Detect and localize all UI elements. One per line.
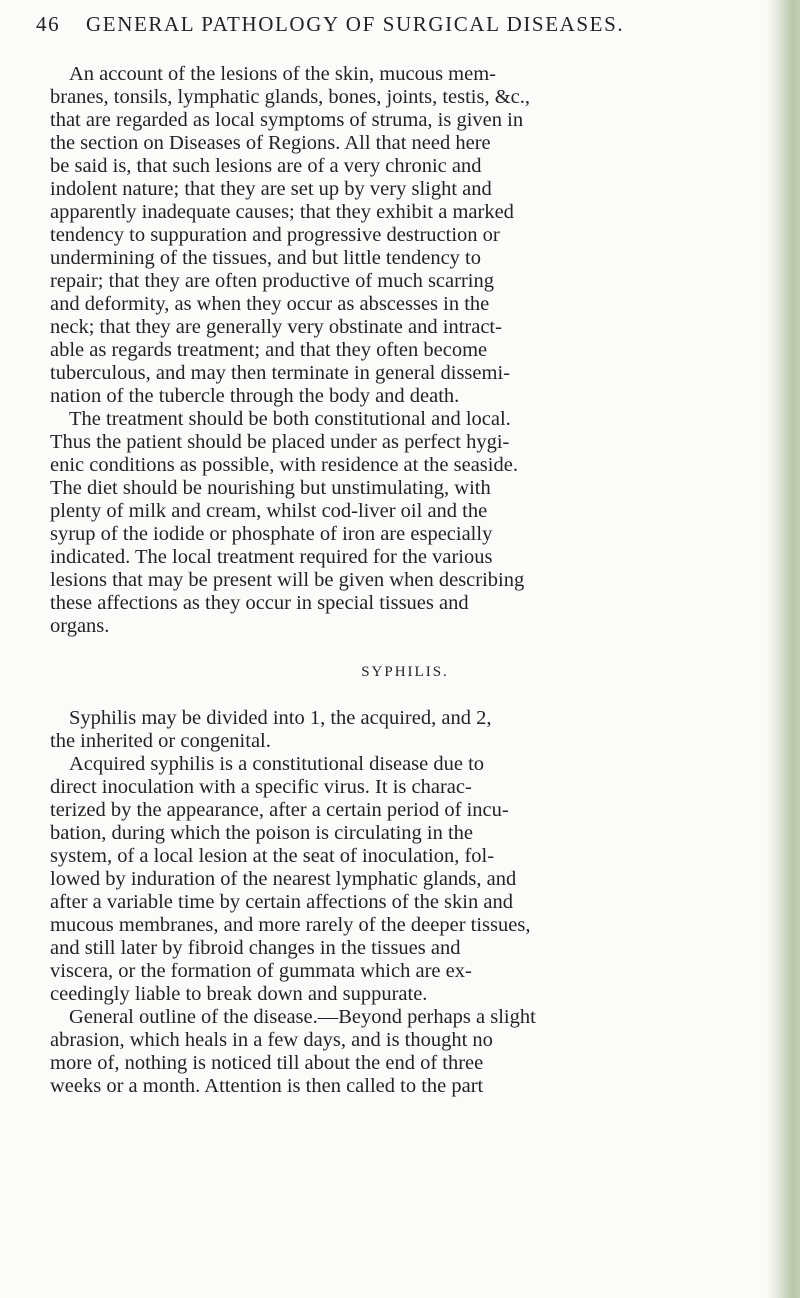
text-line: lowed by induration of the nearest lymphatic glands, and — [50, 868, 517, 890]
text-line: undermining of the tissues, and but little tendency to — [50, 247, 481, 269]
page-number: 46 — [36, 12, 61, 36]
text-line: weeks or a month. Attention is then called to the part — [50, 1075, 484, 1097]
text-line: organs. — [50, 615, 110, 637]
text-line: be said is, that such lesions are of a very chronic and — [50, 155, 482, 177]
text-line: Thus the patient should be placed under as perfect hygi- — [50, 431, 510, 453]
text-line: indicated. The local treatment required for the various — [50, 546, 493, 568]
text-line: enic conditions as possible, with residence at the seaside. — [50, 454, 518, 476]
text-line: indolent nature; that they are set up by very slight and — [50, 178, 492, 200]
text-line: more of, nothing is noticed till about the end of three — [50, 1052, 484, 1074]
text-line: Syphilis may be divided into 1, the acquired, and 2, — [69, 707, 492, 729]
text-line: General outline of the disease.—Beyond perhaps a slight — [69, 1006, 536, 1028]
text-line: that are regarded as local symptoms of struma, is given in — [50, 109, 524, 131]
text-line: ceedingly liable to break down and suppurate. — [50, 983, 428, 1005]
text-line: plenty of milk and cream, whilst cod-liver oil and the — [50, 500, 488, 522]
text-line: able as regards treatment; and that they often become — [50, 339, 488, 361]
text-line: and deformity, as when they occur as abscesses in the — [50, 293, 490, 315]
text-line: viscera, or the formation of gummata which are ex- — [50, 960, 472, 982]
text-line: and still later by fibroid changes in the tissues and — [50, 937, 461, 959]
text-line: lesions that may be present will be given when describing — [50, 569, 525, 591]
spacer — [50, 684, 760, 707]
section-heading: SYPHILIS. — [361, 664, 449, 680]
page-binding-edge — [766, 0, 800, 1298]
text-line: repair; that they are often productive of much scarring — [50, 270, 494, 292]
text-line: syrup of the iodide or phosphate of iron are especially — [50, 523, 493, 545]
text-line: tendency to suppuration and progressive destruction or — [50, 224, 500, 246]
text-line: system, of a local lesion at the seat of inoculation, fol- — [50, 845, 495, 867]
text-line: apparently inadequate causes; that they exhibit a marked — [50, 201, 514, 223]
spacer — [50, 638, 760, 661]
body-text — [50, 63, 760, 1098]
running-title: GENERAL PATHOLOGY OF SURGICAL DISEASES. — [86, 12, 625, 36]
text-line: bation, during which the poison is circulating in the — [50, 822, 474, 844]
text-line: The treatment should be both constitutional and local. — [69, 408, 511, 430]
text-line: neck; that they are generally very obstinate and intract- — [50, 316, 502, 338]
text-line: terized by the appearance, after a certain period of incu- — [50, 799, 509, 821]
running-head — [36, 8, 750, 42]
text-line: the inherited or congenital. — [50, 730, 271, 752]
text-line: the section on Diseases of Regions. All that need here — [50, 132, 491, 154]
text-line: The diet should be nourishing but unstimulating, with — [50, 477, 491, 499]
text-line: these affections as they occur in special tissues and — [50, 592, 469, 614]
text-line: An account of the lesions of the skin, mucous mem- — [69, 63, 496, 85]
text-line: nation of the tubercle through the body and death. — [50, 385, 460, 407]
text-line: mucous membranes, and more rarely of the deeper tissues, — [50, 914, 531, 936]
text-line: abrasion, which heals in a few days, and is thought no — [50, 1029, 493, 1051]
text-line: after a variable time by certain affections of the skin and — [50, 891, 513, 913]
text-line: Acquired syphilis is a constitutional disease due to — [69, 753, 485, 775]
text-line: tuberculous, and may then terminate in general dissemi- — [50, 362, 510, 384]
text-line: direct inoculation with a specific virus. It is charac- — [50, 776, 472, 798]
text-line: branes, tonsils, lymphatic glands, bones, joints, testis, &c., — [50, 86, 530, 108]
